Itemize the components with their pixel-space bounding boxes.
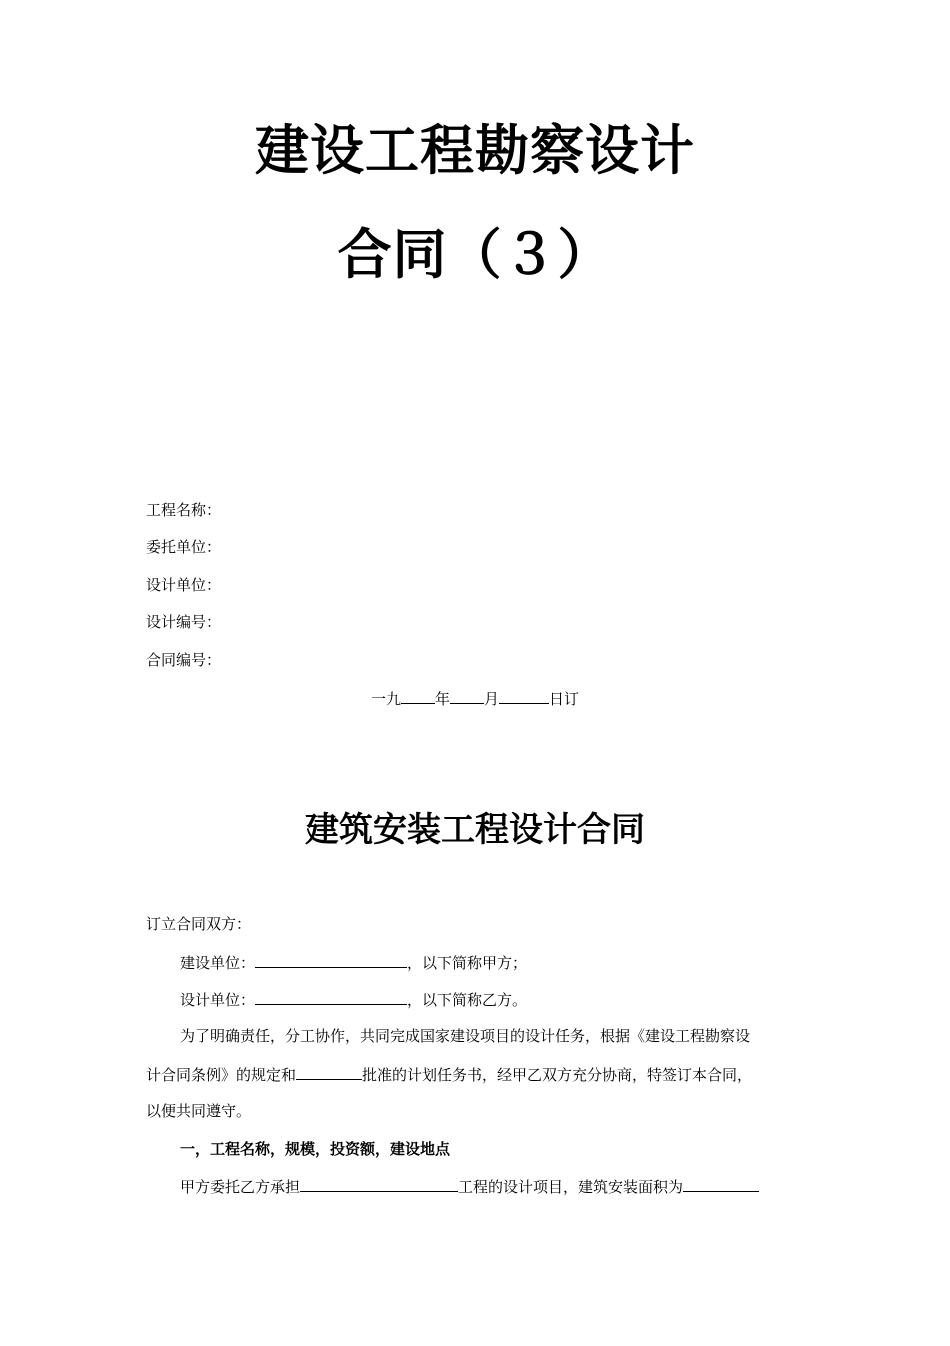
section-1-line-1-start: 甲方委托乙方承担	[180, 1178, 301, 1196]
contract-title: 建筑安装工程设计合同	[305, 810, 645, 850]
date-year-label: 年	[434, 690, 450, 708]
party-b-line	[180, 989, 527, 1010]
date-day-label: 日订	[549, 690, 580, 708]
cover-title-line2: 合同（３）	[337, 223, 613, 286]
field-design-unit: 设计单位：	[146, 576, 222, 594]
year-blank	[401, 688, 435, 704]
field-client-unit: 委托单位：	[146, 538, 222, 556]
party-a-label: 建设单位：	[180, 954, 256, 972]
intro-line-1: 为了明确责任，分工协作，共同完成国家建设项目的设计任务，根据《建设工程勘察设	[180, 1027, 751, 1045]
month-blank	[450, 688, 484, 704]
date-month-label: 月	[484, 690, 500, 708]
signing-date-line	[0, 688, 950, 709]
party-a-blank	[255, 952, 407, 968]
party-b-suffix: ，以下简称乙方。	[407, 991, 528, 1009]
intro-line-2	[146, 1064, 752, 1085]
party-a-line	[180, 952, 527, 973]
parties-heading: 订立合同双方：	[146, 915, 252, 933]
approval-authority-blank	[296, 1064, 362, 1080]
party-a-suffix: ，以下简称甲方；	[407, 954, 528, 972]
intro-line-3: 以便共同遵守。	[146, 1102, 252, 1120]
section-1-heading: 一，工程名称，规模，投资额，建设地点	[180, 1140, 451, 1158]
area-blank	[683, 1176, 759, 1192]
section-1-line-1-middle: 工程的设计项目，建筑安装面积为	[458, 1178, 684, 1196]
intro-line-2-end: 批准的计划任务书，经甲乙双方充分协商，特签订本合同，	[362, 1066, 753, 1084]
field-contract-no: 合同编号：	[146, 651, 222, 669]
cover-title-line1: 建设工程勘察设计	[255, 119, 695, 182]
field-project-name: 工程名称：	[146, 501, 222, 519]
field-design-no: 设计编号：	[146, 613, 222, 631]
section-1-line-1	[180, 1176, 759, 1197]
party-b-blank	[255, 989, 407, 1005]
party-b-label: 设计单位：	[180, 991, 256, 1009]
day-blank	[499, 688, 549, 704]
date-prefix: 一九	[370, 690, 401, 708]
project-name-blank	[300, 1176, 458, 1192]
intro-line-2-start: 计合同条例》的规定和	[146, 1066, 297, 1084]
